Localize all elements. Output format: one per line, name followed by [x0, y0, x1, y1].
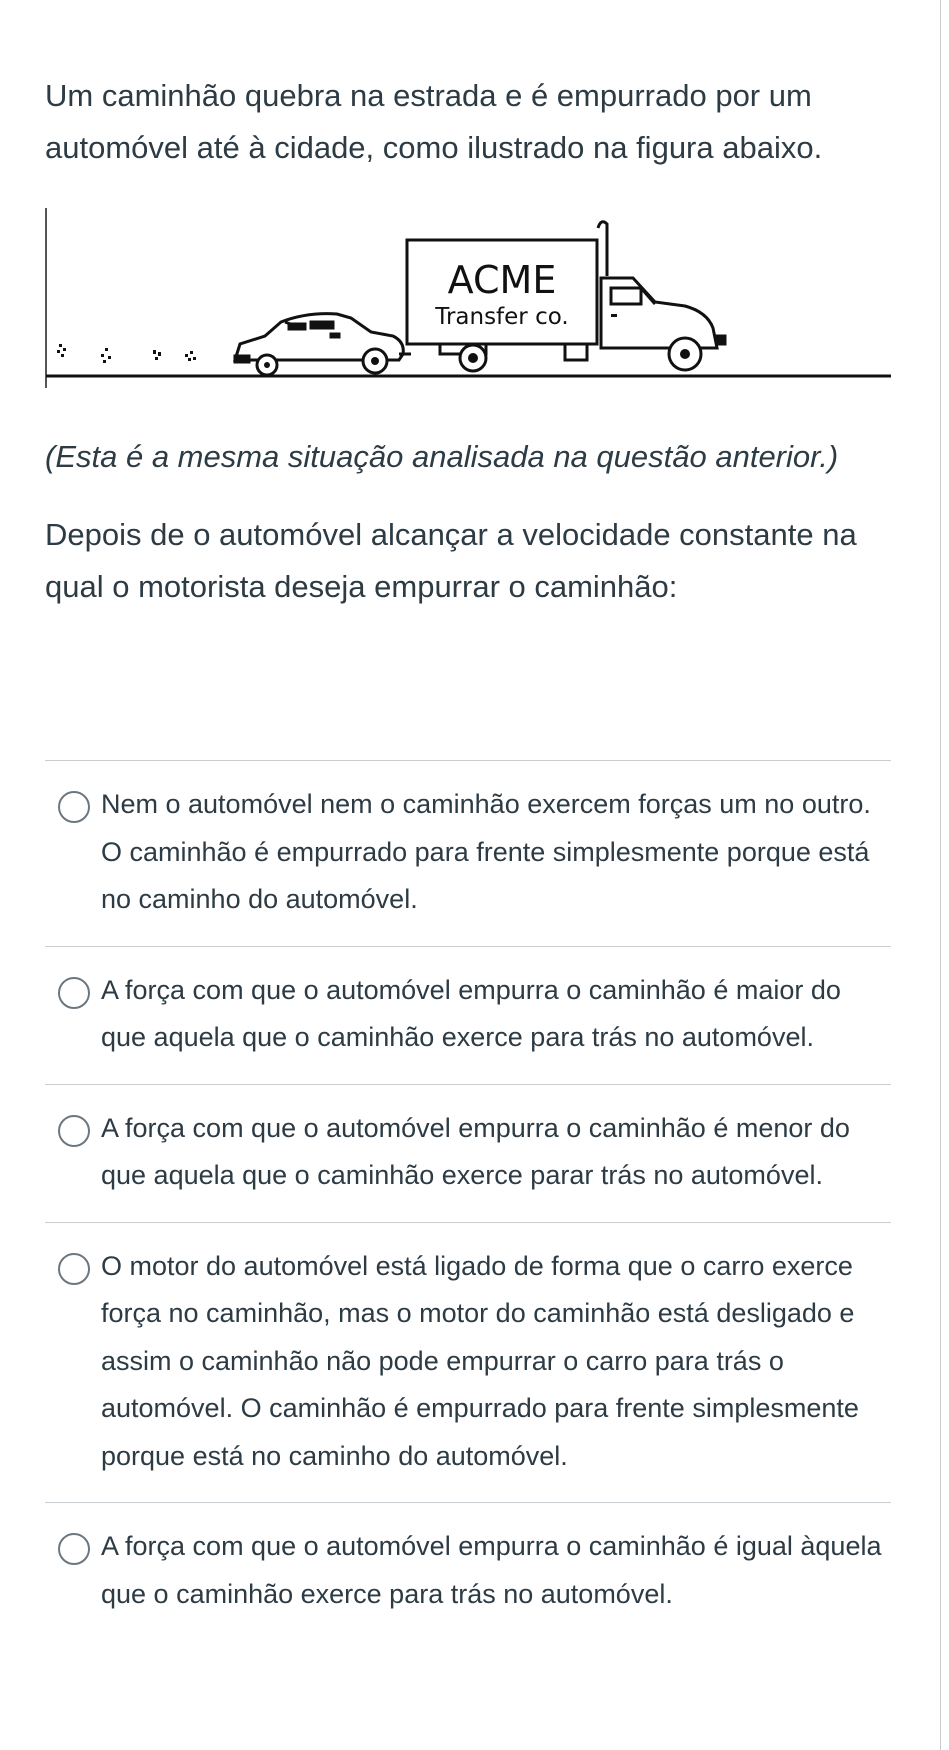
- answer-option-2[interactable]: [45, 946, 891, 1084]
- question-note: [45, 431, 895, 483]
- radio-button[interactable]: [58, 977, 90, 1009]
- answer-option-1[interactable]: [45, 760, 891, 946]
- radio-button[interactable]: [58, 1253, 90, 1285]
- answer-option-5[interactable]: [45, 1502, 891, 1640]
- answer-label: A força com que o automóvel empurra o caminhão é maior do que aquela que o caminhão exerce para trás no automóvel.: [101, 974, 841, 1052]
- panel-border: [940, 0, 941, 1750]
- dust-marks: [57, 344, 196, 363]
- answer-label: Nem o automóvel nem o caminhão exercem forças um no outro. O caminhão é empurrado para frente simplesmente porque está no caminho do automóvel.: [101, 789, 871, 914]
- question-note-text: (Esta é a mesma situação analisada na questão anterior.): [45, 439, 839, 474]
- answer-label: A força com que o automóvel empurra o caminhão é menor do que aquela que o caminhão exerce parar trás no automóvel.: [101, 1112, 850, 1190]
- answer-option-3[interactable]: [45, 1084, 891, 1222]
- question-intro: Um caminhão quebra na estrada e é empurrado por um automóvel até à cidade, como ilustrado na figura abaixo.: [45, 78, 823, 165]
- radio-button[interactable]: [58, 1115, 90, 1147]
- truck-brand: ACME: [447, 258, 557, 302]
- answer-label: A força com que o automóvel empurra o caminhão é igual àquela que o caminhão exerce para trás no automóvel.: [101, 1531, 882, 1609]
- answer-label: O motor do automóvel está ligado de forma que o carro exerce força no caminhão, mas o motor do caminhão está desligado e assim o caminhão não pode empurrar o carro para trás o automóvel. O caminhão é empurrado para frente simplesmente porque está no caminho do automóvel.: [101, 1250, 859, 1471]
- truck-car-illustration: [45, 208, 895, 413]
- radio-button[interactable]: [58, 1533, 90, 1565]
- truck-subtitle: Transfer co.: [435, 304, 569, 330]
- question-prompt: Depois de o automóvel alcançar a velocidade constante na qual o motorista deseja empurrar o caminhão:: [45, 517, 857, 604]
- answer-option-4[interactable]: [45, 1222, 891, 1503]
- car: [235, 314, 411, 375]
- radio-button[interactable]: [58, 791, 90, 823]
- question-body: [45, 70, 895, 613]
- answer-list: [45, 760, 891, 1640]
- truck-car-figure: [45, 208, 895, 413]
